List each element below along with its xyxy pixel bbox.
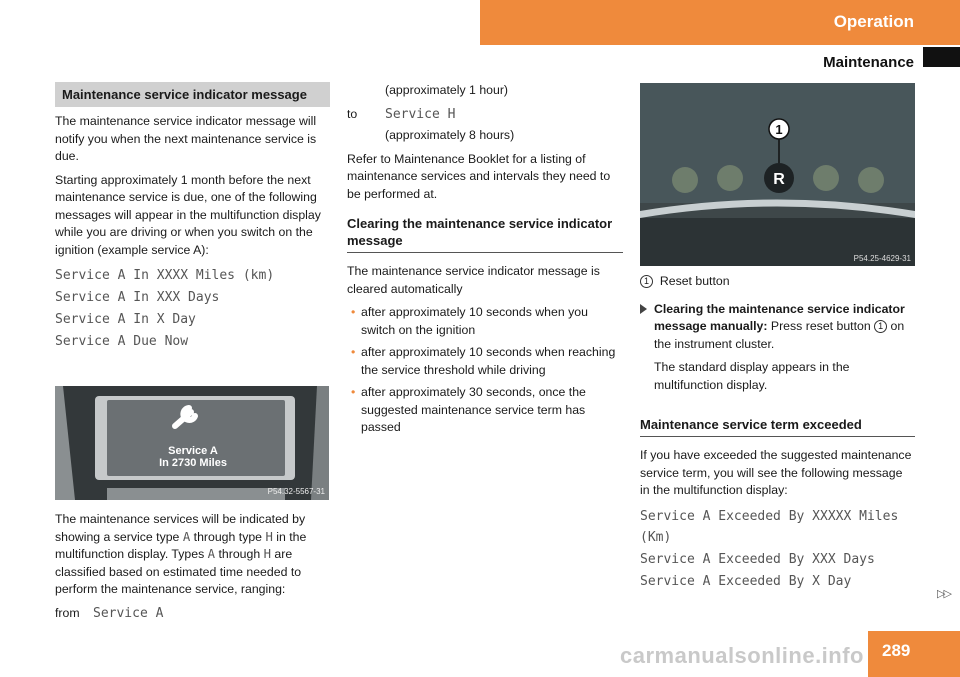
message-line: Service A In X Day — [55, 312, 196, 327]
paragraph: Starting approximately 1 month before the next maintenance service is due, one of the following messages will appear in the multifunction display while you are driving or when you switch on the ignition (example service A): — [55, 172, 321, 257]
message-line: Service A In XXX Days — [55, 290, 220, 305]
callout-number: 1 — [775, 122, 783, 137]
figure-caption: 1 Reset button — [640, 273, 915, 291]
section-heading: Clearing the maintenance service indicator message — [347, 215, 623, 253]
subsection-title: Maintenance — [823, 54, 914, 71]
approx-text: (approximately 1 hour) — [385, 83, 509, 97]
display-line-2: In 2730 Miles — [159, 457, 227, 469]
instruction-step: Clearing the maintenance service indicator message manually: Press reset button 1 on the instrument cluster. The standard display appears in the multifunction display. — [640, 301, 915, 395]
message-line: Service A Exceeded By XXX Days — [640, 551, 875, 567]
column-1 — [55, 82, 330, 353]
range-to: to Service H — [347, 106, 456, 122]
approx-text: (approximately 8 hours) — [385, 128, 515, 142]
column-1-lower — [55, 511, 330, 622]
section-title: Operation — [833, 12, 914, 31]
figure-code: P54.25-4629-31 — [853, 254, 911, 263]
reset-button-letter: R — [773, 171, 785, 188]
paragraph: The maintenance service indicator message is cleared automatically — [347, 264, 600, 296]
message-line: Service A Exceeded By XXXXX Miles (Km) — [640, 508, 899, 545]
column-3 — [640, 273, 915, 593]
continue-arrow-icon: ▷▷ — [937, 588, 950, 600]
step-arrow-icon — [640, 304, 647, 314]
message-line: Service A Exceeded By X Day — [640, 573, 852, 589]
figure-code: P54.32-5567-31 — [267, 487, 325, 496]
paragraph: The maintenance services will be indicated by showing a service type A through type H in the multifunction display. Types A through H are classified based on estimated time needed to perform the maintenance service, ranging: — [55, 512, 307, 596]
bullet-item: • after approximately 10 seconds when you switch on the ignition — [347, 304, 623, 339]
paragraph: Refer to Maintenance Booklet for a listing of maintenance services and intervals they need to be performed at. — [347, 151, 611, 201]
column-2 — [347, 82, 623, 442]
page-number: 289 — [868, 631, 960, 677]
paragraph: The maintenance service indicator message will notify you when the next maintenance service is due. — [55, 114, 317, 163]
message-line: Service A Due Now — [55, 334, 189, 349]
bullet-item: • after approximately 10 seconds when reaching the service threshold while driving — [347, 344, 623, 379]
display-figure — [55, 386, 329, 500]
paragraph: If you have exceeded the suggested maintenance service term, you will see the following message in the multifunction display: — [640, 448, 912, 497]
message-line: Service A In XXXX Miles (km) — [55, 268, 275, 283]
watermark: carmanualsonline.info — [620, 643, 864, 668]
thumb-tab — [923, 47, 960, 67]
display-line-1: Service A — [168, 445, 218, 457]
section-heading: Maintenance service term exceeded — [640, 416, 915, 437]
reset-button-figure — [640, 83, 915, 266]
range-from: from Service A — [55, 605, 164, 621]
box-heading: Maintenance service indicator message — [55, 82, 330, 107]
bullet-item: • after approximately 30 seconds, once the suggested maintenance service term has passed — [347, 384, 623, 437]
